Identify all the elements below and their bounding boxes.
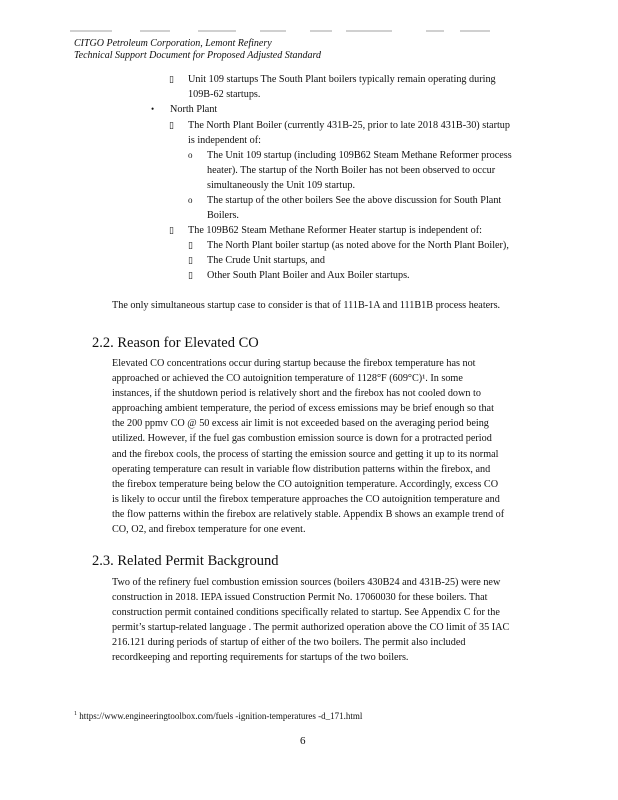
square-bullet-icon: ▯	[188, 240, 193, 250]
paragraph-line: utilized. However, if the fuel gas combustion emission source is down for a protracted period	[112, 433, 492, 445]
square-bullet-icon: ▯	[188, 255, 193, 265]
footnote-link[interactable]: https://www.engineeringtoolbox.com/fuels -ignition-temperatures -d_171.html	[79, 711, 363, 721]
paragraph-line: approached or achieved the CO autoignition temperature of 1128°F (609°C)¹. In some	[112, 373, 463, 385]
paragraph-line: instances, if the shutdown period is relatively short and the firebox has not cooled down to	[112, 388, 481, 400]
bullet-smr: The 109B62 Steam Methane Reformer Heater startup is independent of:	[188, 225, 482, 236]
paragraph-line: the 200 ppmv CO @ 50 excess air limit is not exceeded based on the averaging period being	[112, 418, 489, 430]
paragraph-line: the flow patterns within the firebox are relatively stable. Appendix B shows an example trend of	[112, 508, 505, 520]
bullet-unit109-line1: Unit 109 startups The South Plant boilers typically remain operating during	[188, 74, 496, 85]
header-document-title: Technical Support Document for Proposed Adjusted Standard	[74, 50, 322, 61]
paragraph-line: recordkeeping and reporting requirements for startups of the two boilers.	[112, 652, 409, 664]
paragraph-line: construction permit contained conditions specifically related to startup. See Appendix C for the	[112, 607, 500, 619]
circle-bullet-icon: o	[188, 150, 193, 160]
npb-sub2-line1: The startup of the other boilers See the above discussion for South Plant	[207, 195, 502, 206]
npb-sub1-line3: simultaneously the Unit 109 startup.	[207, 180, 355, 191]
paragraph-line: is likely to occur until the firebox temperature approaches the CO autoignition temperature and	[112, 493, 500, 505]
section-2-3-heading: 2.3. Related Permit Background	[92, 553, 279, 569]
square-bullet-icon: ▯	[169, 225, 174, 235]
paragraph-line: operating temperature can result in variable flow distribution patterns within the firebox, and	[112, 463, 491, 475]
square-bullet-icon: ▯	[188, 270, 193, 280]
paragraph-line: Elevated CO concentrations occur during startup because the firebox temperature has not	[112, 358, 476, 369]
paragraph-line: construction in 2018. IEPA issued Construction Permit No. 17060030 for these boilers. That	[112, 592, 488, 604]
page-number: 6	[300, 735, 306, 747]
footnote	[74, 711, 362, 721]
section-2-2-heading: 2.2. Reason for Elevated CO	[92, 335, 259, 351]
faint-top-header-remnant	[70, 30, 540, 36]
paragraph-line: and the firebox cools, the process of starting the emission source and getting it up to its normal	[112, 448, 499, 460]
paragraph-line: 216.121 during periods of startup of either of the two boilers. The permit also included	[112, 637, 466, 649]
npb-sub1-line2: heater). The startup of the North Boiler has not been observed to occur	[207, 165, 496, 176]
smr-sub2: The Crude Unit startups, and	[207, 255, 325, 266]
paragraph-line: permit’s startup-related language . The permit authorized operation above the CO limit of 35 IAC	[112, 622, 510, 634]
square-bullet-icon: ▯	[169, 120, 174, 130]
section-2-3-paragraph	[112, 575, 552, 666]
bullet-npb-line2: is independent of:	[188, 135, 261, 146]
smr-sub1: The North Plant boiler startup (as noted above for the North Plant Boiler),	[207, 240, 509, 251]
north-plant-label: North Plant	[170, 104, 218, 115]
paragraph-line: approaching ambient temperature, the period of excess emissions may be brief enough so that	[112, 403, 494, 415]
bullet-npb-line1: The North Plant Boiler (currently 431B-25, prior to late 2018 431B-30) startup	[188, 120, 510, 131]
header-company: CITGO Petroleum Corporation, Lemont Refinery	[74, 38, 272, 49]
circle-bullet-icon: o	[188, 195, 193, 205]
paragraph-line: Two of the refinery fuel combustion emission sources (boilers 430B24 and 431B-25) were new	[112, 577, 501, 588]
npb-sub2-line2: Boilers.	[207, 210, 239, 221]
square-bullet-icon: ▯	[169, 74, 174, 84]
footnote-mark: 1	[74, 711, 77, 717]
bullet-unit109-line2: 109B-62 startups.	[188, 89, 261, 100]
paragraph-line: the firebox temperature being below the CO autoignition temperature. Accordingly, excess CO	[112, 478, 499, 490]
section-2-2-paragraph	[112, 356, 552, 537]
npb-sub1-line1: The Unit 109 startup (including 109B62 Steam Methane Reformer process	[207, 150, 512, 161]
smr-sub3: Other South Plant Boiler and Aux Boiler startups.	[207, 270, 410, 281]
dot-bullet-icon: •	[151, 104, 155, 114]
simultaneous-startup-paragraph: The only simultaneous startup case to consider is that of 111B-1A and 111B1B process heaters.	[112, 300, 501, 311]
paragraph-line: CO, O2, and firebox temperature for one event.	[112, 524, 306, 536]
